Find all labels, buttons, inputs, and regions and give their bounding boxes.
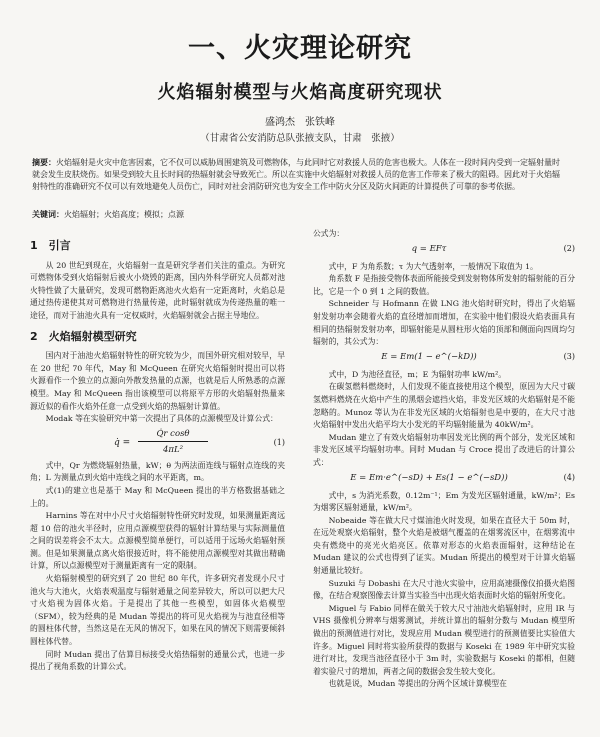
authors: 盛鸿杰 张铁峰: [265, 117, 335, 128]
eq1-numerator: Q̇r cosθ: [156, 428, 190, 439]
paragraph: 式中，s 为消光系数，0.12m⁻¹；Em 为发光区辐射通量，kW/m²；Es 为烟雾区辐射通量，kW/m²。: [313, 490, 575, 513]
keywords: [32, 209, 560, 220]
eq1-lhs: q̇ =: [114, 437, 131, 448]
paper-title: 火焰辐射模型与火焰高度研究现状: [157, 82, 443, 103]
eq4-math: E = Em·e^(−sD) + Es(1 − e^(−sD)): [350, 472, 508, 483]
paragraph: Mudan 建立了有效火焰辐射功率因发光比例的两个部分，发光区域和非发光区域平均辐射功率。同时 Mudan 与 Croce 提出了改进后的计算公式：: [313, 432, 575, 467]
paragraph: 角系数 F 是指接受物体表面所能接受到发射物体所发射的辐射能的百分比，它是一个 0 到 1 之间的数值。: [313, 274, 575, 296]
eq1-denominator: 4πL²: [162, 444, 184, 455]
paragraph: 也就是说，Mudan 等提出的分两个区域计算模型在: [328, 679, 507, 689]
eq1-tag: (1): [273, 437, 285, 447]
paragraph: 同时 Mudan 提出了估算目标接受火焰热辐射的通量公式，也进一步提出了视角系数的计算公式。: [30, 649, 285, 672]
paragraph: 火焰辐射模型的研究到了 20 世纪 80 年代，许多研究者发现小尺寸池火与大池火，火焰表观温度与辐射通量之间差异较大，所以可以把大尺寸火焰视为固体火焰。于是提出了其他一些模型，如固体火焰模型（SFM），较为经典的是 Mudan 等提出的将可见火焰视为与池直径相等的圆柱体代替，当然这是在无风的情况下，如果在风的情况下则需要倾斜圆柱体代替。: [30, 574, 285, 647]
paragraph: 公式为：: [313, 229, 345, 238]
right-column: [313, 228, 575, 691]
paragraph: Modak 等在实验研究中第一次提出了具体的点源模型及计算公式：: [45, 414, 278, 424]
eq3-tag: (3): [563, 351, 575, 361]
equation-2: [313, 243, 575, 259]
eq2-tag: (2): [563, 243, 575, 253]
left-column: [30, 238, 285, 674]
equation-1: [30, 428, 285, 458]
abstract-text: 火焰辐射是火灾中危害因素，它不仅可以威胁周围建筑及可燃物体，与此同时它对救援人员的危害也极大。人体在一段时间内受到一定辐射量时就会发生皮肤烧伤。如果受到较大且长时间的热辐射就会导致死亡。所以在实施中火焰辐射对救援人员的危害工作带来了极大的阻碍。因此对于火焰辐射特性的准确研究不仅可以有效地避免人员伤亡，同时对社会消防研究也为安全工作中防火分区及防火间距的计算提供了可靠的参考依据。: [32, 158, 560, 192]
paragraph: 在碳氢燃料燃烧时，人们发现不能直接使用这个模型，原因为大尺寸碳氢燃料燃烧在火焰中产生的黑烟会遮挡火焰，非发光区域的火焰辐射是不能忽略的。Munoz 等认为在非发光区域的火焰辐射也是中要的，在大尺寸池火焰辐射中发出火焰平均大小发光的平均辐射能量为 40kW/m²。: [313, 382, 575, 430]
eq4-tag: (4): [563, 472, 575, 482]
paragraph: Miguel 与 Fabio 同样在做关于较大尺寸油池火焰辐射时，应用 IR 与 VHS 摄像机分辨率与烟雾测试，并统计算出的辐射分数与 Mudan 模型所做出的预测值进行对比，发现应用 Mudan 模型进行的预测值要比实验值大许多。Miguel 同时将实验所获得的数据与 Koseki 在 1989 年中研究实验进行对比，发现当池径直径小于 3m 时，实验数据与 Koseki 的都相，但随着实验尺寸的增加，两者之间的数据会发生较大变化。: [313, 603, 575, 676]
intro-heading: 1 引言: [30, 239, 71, 252]
abstract-label: 摘要：: [32, 158, 56, 167]
paragraph: 从 20 世纪到现在，火焰辐射一直是研究学者们关注的重点。为研究可燃物体受到火焰辐射后被火小烧毁的距离，国内外科学研究人员都对池火特性做了大量研究，发现可燃物距离池火火焰有一定距离时，火焰总是通过热传递使其对可燃物进行热量传递，此时辐射就成为传递热量的唯一途径，而对于油池火具有一定权威时，火焰辐射就会占据主导地位。: [30, 260, 285, 320]
paragraph: Nobeaide 等在做大尺寸煤油池火时发现，如果在直径大于 50m 时，在远处观察火焰辐射，整个火焰是被烟气覆盖的在烟雾流区中，在烟雾流中央有燃烧中的亮光火焰亮区。依靠对形态的火焰表面辐射，这种结论在 Mudan 建议的公式也得到了证实。Mudan 所提出的模型对于计算火焰辐射通量比较好。: [313, 515, 575, 576]
keywords-label: 关键词：: [32, 210, 64, 219]
paragraph: 式中，D 为池径直径，m；E 为辐射功率 kW/m²。: [328, 369, 506, 379]
keywords-text: 火焰辐射；火焰高度；模拟；点源: [64, 210, 184, 219]
paragraph: Suzuki 与 Dobashi 在大尺寸池火实验中，应用高速摄像仪拍摄火焰图像，在结合观察图像去计算当实验当中出现火焰表面时火焰的辐射所变化。: [313, 578, 575, 601]
model-heading: 2 火焰辐射模型研究: [30, 329, 137, 343]
eq3-math: E = Em(1 − e^(−kD)): [381, 351, 477, 362]
paragraph: 式中，Qr 为燃烧辐射热量，kW；θ 为两法面连线与辐射点连线的夹角；L 为测量点到火焰中连线之间的水平距离，m。: [30, 460, 285, 483]
section-heading: 一、火灾理论研究: [188, 33, 412, 64]
abstract: [32, 157, 560, 194]
equation-4: [313, 472, 575, 488]
paragraph: Harnins 等在对中小尺寸火焰辐射特性研究时发现，如果测量距离远超 10 倍的池火半径时，应用点源模型获得的辐射计算结果与实际测量值之间的误差将会不太大。点源模型简单便行，可以适用于远场火焰辐射预测。但是如果测量点离火焰很接近时，将不能使用点源模型对其做出精确计算，所以点源模型对于测量距离有一定的限制。: [30, 511, 285, 571]
paragraph: 式中，F 为角系数；τ 为大气透射率，一般情况下取值为 1。: [328, 261, 538, 271]
fraction-bar: [138, 441, 208, 442]
paragraph: 国内对于油池火焰辐射特性的研究较为少，而国外研究相对较早，早在 20 世纪 70 年代，May 和 McQueen 在研究火焰辐射时提出可以将火源看作一个独立的点源向外散发热量的点源，也就是后人所熟悉的点源模型。May 和 McQueen 指出该模型可以将原平方形的火焰辐射热量来源近似的看作火焰外任意一点受到火焰的热辐射计算值。: [30, 351, 285, 411]
affiliation: （甘肃省公安消防总队张掖支队，甘肃 张掖）: [200, 133, 400, 144]
equation-3: [313, 351, 575, 367]
paragraph: Schneider 与 Hofmann 在做 LNG 池火焰时研究时，得出了火焰辐射发射功率会随着火焰的直径增加而增加，在实验中他们假设火焰表面具有相同的热辐射发射功率，即辐射能是从圆柱形火焰的顶部和侧面向四周均匀辐射的，其公式为：: [313, 299, 575, 347]
paragraph: 式(1)的建立也是基于 May 和 McQueen 提出的半方格数据基础之上的。: [30, 485, 285, 508]
eq2-math: q = EFτ: [411, 243, 447, 254]
